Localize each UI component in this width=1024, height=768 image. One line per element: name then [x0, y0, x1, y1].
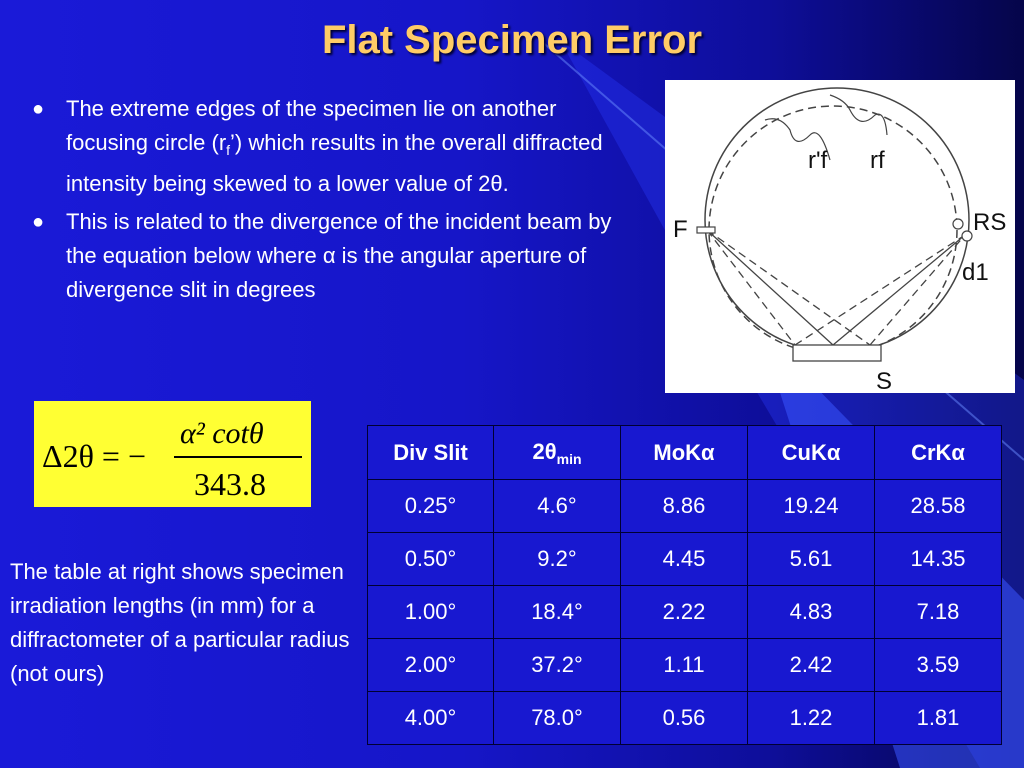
- diffracted-beam-edge-2: [870, 235, 965, 345]
- table-cell: 4.83: [748, 586, 875, 639]
- slide-title: Flat Specimen Error: [321, 18, 703, 62]
- table-cell: 4.00°: [368, 692, 494, 745]
- header-2theta-sub: min: [556, 450, 582, 467]
- bullet-list: [32, 92, 632, 311]
- bullet-1-subscript: f: [226, 142, 231, 158]
- table-cell: 8.86: [621, 480, 748, 533]
- table-cell: 1.22: [748, 692, 875, 745]
- table-cell: 5.61: [748, 533, 875, 586]
- table-cell: 3.59: [875, 639, 1002, 692]
- table-cell: 14.35: [875, 533, 1002, 586]
- header-cuk-alpha: CuKα: [748, 426, 875, 480]
- formula-numerator: α² cotθ: [180, 417, 264, 450]
- table-cell: 2.00°: [368, 639, 494, 692]
- label-r-prime-f: r'f: [808, 147, 828, 174]
- receiving-slit-2: [962, 231, 972, 241]
- formula-svg: [34, 401, 311, 507]
- focusing-circle: [705, 88, 969, 352]
- table-cell: 7.18: [875, 586, 1002, 639]
- table-cell: 0.56: [621, 692, 748, 745]
- bullet-item-1: [32, 92, 632, 201]
- table-row: [368, 533, 1002, 586]
- receiving-slit: [953, 219, 963, 229]
- table-cell: 28.58: [875, 480, 1002, 533]
- table-cell: 0.25°: [368, 480, 494, 533]
- table-row: [368, 480, 1002, 533]
- bullet-dot-icon: ●: [32, 211, 45, 233]
- diffracted-beam: [833, 235, 965, 345]
- table-header-row: [368, 426, 1002, 480]
- header-crk-alpha: CrKα: [875, 426, 1002, 480]
- table-caption: The table at right shows specimen irradiation lengths (in mm) for a diffractometer of a particular radius (not ours): [10, 559, 350, 686]
- table-cell: 9.2°: [494, 533, 621, 586]
- bullet-item-2: [32, 205, 632, 307]
- table-row: [368, 692, 1002, 745]
- formula-denominator: 343.8: [194, 466, 266, 502]
- header-2theta-min: [494, 426, 621, 480]
- table-cell: 1.00°: [368, 586, 494, 639]
- table-cell: 78.0°: [494, 692, 621, 745]
- header-mok-alpha: MoKα: [621, 426, 748, 480]
- diagram-svg: [665, 80, 1015, 393]
- label-S: S: [876, 368, 893, 393]
- table-cell: 4.6°: [494, 480, 621, 533]
- table-cell: 0.50°: [368, 533, 494, 586]
- focusing-circle-diagram: [665, 80, 1015, 393]
- specimen: [793, 345, 881, 361]
- divergence-formula: [34, 401, 311, 507]
- table-cell: 1.81: [875, 692, 1002, 745]
- bullet-2-text: This is related to the divergence of the incident beam by the equation below where α is the angular aperture of divergence slit in degrees: [66, 209, 612, 302]
- incident-beam-edge-2: [707, 230, 870, 345]
- table-row: [368, 639, 1002, 692]
- bullet-1-text-pre: The extreme edges of the specimen lie on another focusing circle (r: [66, 96, 557, 155]
- incident-beam: [707, 230, 833, 345]
- label-d1: d1: [962, 259, 989, 286]
- irradiation-length-table: [367, 425, 1002, 745]
- table-cell: 2.22: [621, 586, 748, 639]
- table-row: [368, 586, 1002, 639]
- table-cell: 1.11: [621, 639, 748, 692]
- formula-lhs: Δ2θ = −: [42, 438, 146, 474]
- incident-beam-edge: [707, 230, 795, 345]
- header-div-slit: Div Slit: [368, 426, 494, 480]
- label-r-f: rf: [870, 147, 885, 174]
- diffracted-beam-edge: [795, 235, 965, 345]
- bullet-dot-icon: ●: [32, 98, 45, 120]
- source-slit: [697, 227, 715, 233]
- bullet-1-text-post: ’) which results in the overall diffracted intensity being skewed to a lower value of 2θ.: [66, 130, 603, 196]
- header-2theta-main: 2θ: [532, 438, 557, 464]
- label-F: F: [673, 216, 688, 243]
- table-cell: 37.2°: [494, 639, 621, 692]
- table-cell: 2.42: [748, 639, 875, 692]
- label-RS: RS: [973, 209, 1007, 236]
- table-cell: 18.4°: [494, 586, 621, 639]
- table-cell: 19.24: [748, 480, 875, 533]
- table-cell: 4.45: [621, 533, 748, 586]
